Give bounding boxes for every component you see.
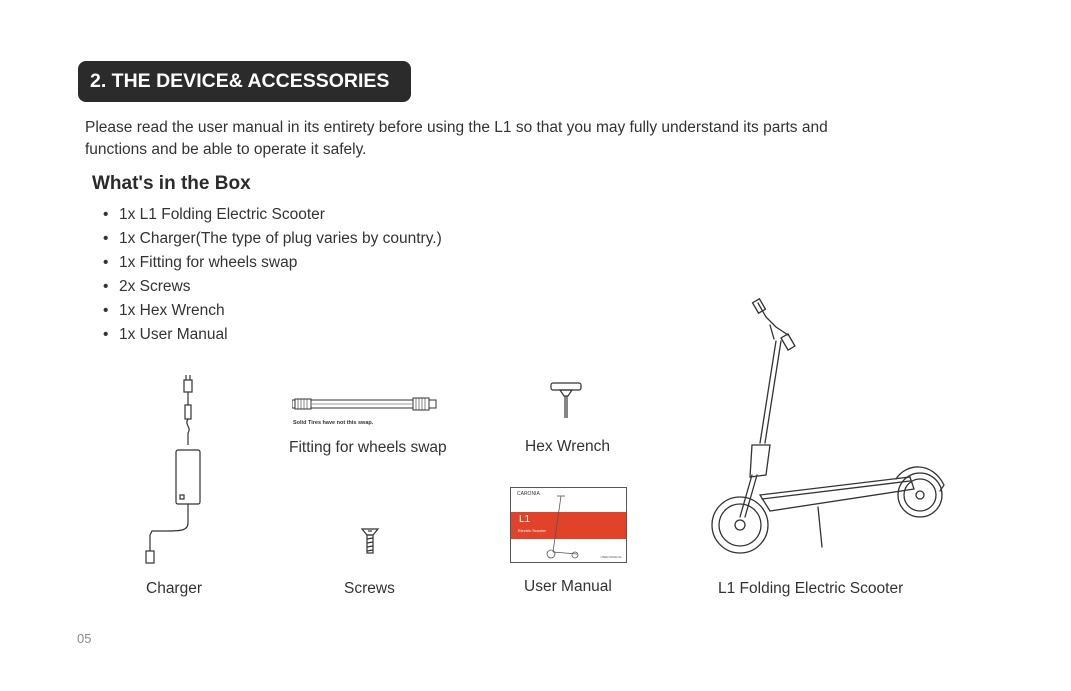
manual-fine-print: USER MANUAL <box>600 555 622 559</box>
manual-subtitle: Electric Scooter <box>518 528 547 533</box>
caption-fitting: Fitting for wheels swap <box>289 439 447 456</box>
hex-wrench-icon <box>548 380 584 420</box>
list-item: • 1x Fitting for wheels swap <box>103 254 298 271</box>
charger-icon <box>140 375 210 570</box>
list-item: • 1x Charger(The type of plug varies by country.) <box>103 230 442 247</box>
page-number: 05 <box>77 631 92 646</box>
list-item: • 2x Screws <box>103 278 191 295</box>
box-heading: What's in the Box <box>92 173 251 194</box>
caption-screws: Screws <box>344 580 395 597</box>
list-item: • 1x L1 Folding Electric Scooter <box>103 206 325 223</box>
intro-paragraph: Please read the user manual in its entirety before using the L1 so that you may fully understand its parts and functions and be able to operate it safely. <box>85 119 828 158</box>
caption-scooter: L1 Folding Electric Scooter <box>718 580 904 597</box>
list-item-text: 1x L1 Folding Electric Scooter <box>119 206 325 223</box>
scooter-icon <box>700 295 950 555</box>
screw-icon <box>360 526 380 556</box>
list-item-text: 1x Fitting for wheels swap <box>119 254 298 271</box>
fitting-note: Solid Tires have not this swap. <box>293 420 374 426</box>
list-item-text: 1x User Manual <box>119 326 228 343</box>
list-item-text: 1x Charger(The type of plug varies by country.) <box>119 230 442 247</box>
user-manual-cover <box>510 487 627 563</box>
caption-user-manual: User Manual <box>524 578 612 595</box>
manual-model: L1 <box>519 514 531 525</box>
caption-charger: Charger <box>146 580 202 597</box>
manual-scooter-icon <box>543 492 579 562</box>
list-item: • 1x User Manual <box>103 326 228 343</box>
valve-extension-icon <box>292 392 438 416</box>
list-item-text: 1x Hex Wrench <box>119 302 225 319</box>
box-contents-list <box>103 203 442 347</box>
manual-brand: CARONIA <box>517 491 540 497</box>
list-item-text: 2x Screws <box>119 278 191 295</box>
caption-hex-wrench: Hex Wrench <box>525 438 610 455</box>
list-item: • 1x Hex Wrench <box>103 302 225 319</box>
section-title: 2. THE DEVICE& ACCESSORIES <box>78 61 411 102</box>
